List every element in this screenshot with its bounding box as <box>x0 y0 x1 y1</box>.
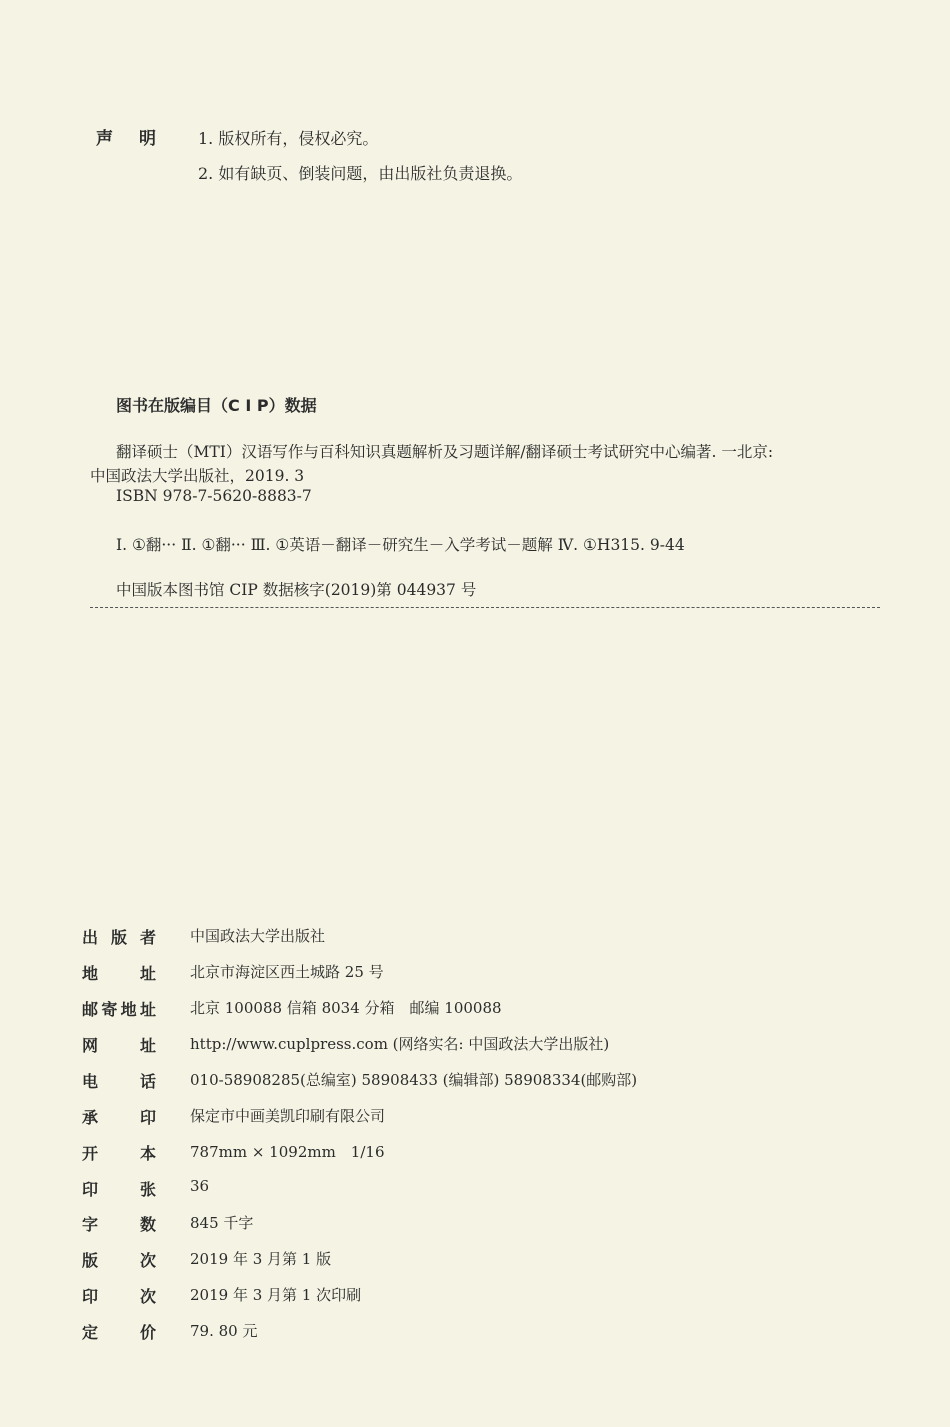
info-label: 电话 <box>82 1072 156 1091</box>
info-row-publisher <box>0 925 950 951</box>
info-row-mailing-address <box>0 997 950 1023</box>
info-value: 787mm × 1092mm 1/16 <box>190 1143 385 1161</box>
info-label: 邮寄地址 <box>82 1000 156 1019</box>
declaration-label <box>96 124 156 149</box>
info-row-website <box>0 1033 950 1059</box>
info-row-format <box>0 1141 950 1167</box>
info-value: 保定市中画美凯印刷有限公司 <box>190 1107 386 1125</box>
info-label: 印张 <box>82 1180 156 1199</box>
info-value: 845 千字 <box>190 1214 254 1232</box>
info-value: 北京市海淀区西土城路 25 号 <box>190 963 384 981</box>
info-value: 2019 年 3 月第 1 版 <box>190 1250 332 1268</box>
info-value: 中国政法大学出版社 <box>190 927 326 945</box>
info-row-edition <box>0 1248 950 1274</box>
info-value: 36 <box>190 1177 210 1195</box>
cip-title-line: 翻译硕士（MTI）汉语写作与百科知识真题解析及习题详解/翻译硕士考试研究中心编著. 一北京: <box>116 443 774 461</box>
info-row-address <box>0 961 950 987</box>
info-label: 印次 <box>82 1287 156 1306</box>
info-label: 定价 <box>82 1323 156 1342</box>
cip-publisher-line: 中国政法大学出版社，2019. 3 <box>90 467 305 485</box>
declaration-label-left: 声 <box>96 129 113 149</box>
info-label: 出版者 <box>82 928 156 947</box>
info-value: 79. 80 元 <box>190 1322 258 1340</box>
cip-isbn-line: ISBN 978-7-5620-8883-7 <box>116 487 312 505</box>
info-value: 010-58908285(总编室) 58908433 (编辑部) 58908334(邮购部) <box>190 1071 638 1089</box>
info-label: 地址 <box>82 964 156 983</box>
info-label: 开本 <box>82 1144 156 1163</box>
cip-dashed-divider <box>90 607 880 608</box>
info-row-sheets <box>0 1177 950 1203</box>
info-label: 网址 <box>82 1036 156 1055</box>
info-row-price <box>0 1320 950 1346</box>
info-label: 版次 <box>82 1251 156 1270</box>
info-row-word-count <box>0 1212 950 1238</box>
info-label: 字数 <box>82 1215 156 1234</box>
cip-approval-line: 中国版本图书馆 CIP 数据核字(2019)第 044937 号 <box>116 581 477 599</box>
info-row-printing <box>0 1284 950 1310</box>
declaration-label-right: 明 <box>139 129 156 149</box>
info-row-printer <box>0 1105 950 1131</box>
info-value: http://www.cuplpress.com (网络实名: 中国政法大学出版社) <box>190 1035 610 1053</box>
cip-classification-line: Ⅰ. ①翻··· Ⅱ. ①翻··· Ⅲ. ①英语－翻译－研究生－入学考试－题解 Ⅳ. ①H315. 9-44 <box>116 536 685 554</box>
info-value: 2019 年 3 月第 1 次印刷 <box>190 1286 362 1304</box>
info-row-phone <box>0 1069 950 1095</box>
declaration-item-2: 2. 如有缺页、倒装问题，由出版社负责退换。 <box>198 164 523 183</box>
declaration-item-1: 1. 版权所有，侵权必究。 <box>198 129 379 148</box>
cip-heading: 图书在版编目（C I P）数据 <box>116 396 317 415</box>
info-value: 北京 100088 信箱 8034 分箱 邮编 100088 <box>190 999 502 1017</box>
info-label: 承印 <box>82 1108 156 1127</box>
